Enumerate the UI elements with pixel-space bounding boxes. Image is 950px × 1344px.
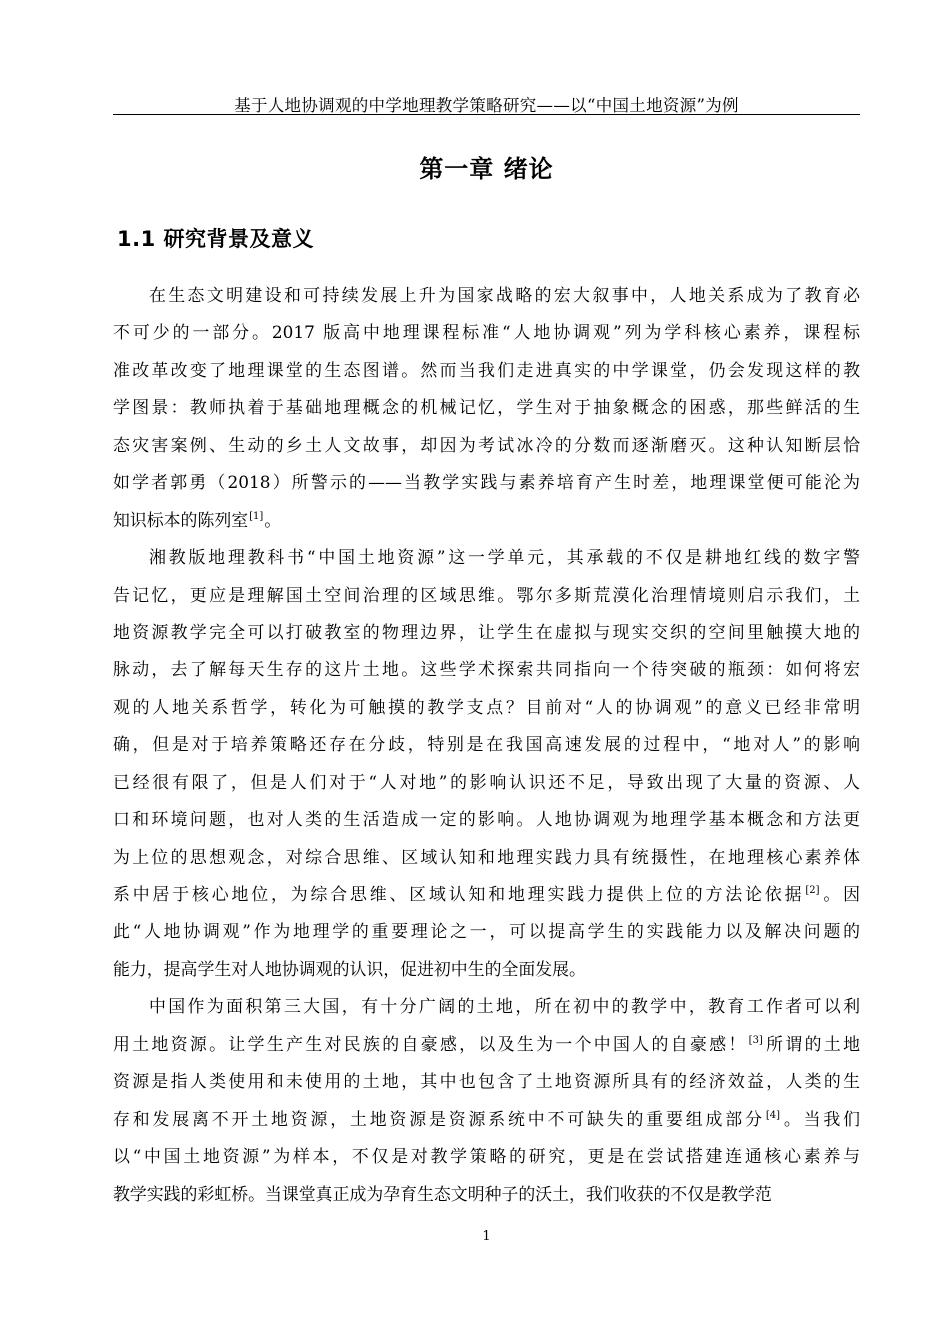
text-line [113, 1144, 860, 1181]
text-line [113, 994, 860, 1031]
text-line [113, 433, 860, 470]
line-text: 脉动，去了解每天生存的这片土地。这些学术探索共同指向一个待突破的瓶颈：如何将宏 [113, 659, 860, 680]
line-text: 学图景：教师执着于基础地理概念的机械记忆，学生对于抽象概念的困惑，那些鲜活的生 [113, 397, 860, 418]
line-text: 以“中国土地资源”为样本，不仅是对教学策略的研究，更是在尝试搭建连通核心素养与 [113, 1146, 860, 1167]
text-line [113, 807, 860, 844]
text-line [113, 845, 860, 882]
text-line [113, 545, 860, 582]
text-line [113, 732, 860, 769]
body-text [113, 283, 860, 1219]
line-text: 态灾害案例、生动的乡土人文故事，却因为考试冰冷的分数而逐渐磨灭。这种认知断层恰 [113, 434, 860, 455]
line-text: 告记忆，更应是理解国土空间治理的区域思维。鄂尔多斯荒漠化治理情境则启示我们，土 [113, 584, 860, 605]
line-text: 中国作为面积第三大国，有十分广阔的土地，所在初中的教学中，教育工作者可以利 [149, 996, 860, 1017]
text-line [113, 1182, 860, 1219]
line-text-after: 。当我们 [781, 1108, 861, 1129]
line-text: 已经很有限了，但是人们对于“人对地”的影响认识还不足，导致出现了大量的资源、人 [113, 771, 860, 792]
text-line [113, 283, 860, 320]
line-text: 知识标本的陈列室 [113, 509, 249, 530]
text-line [113, 957, 860, 994]
line-text: 湘教版地理教科书“中国土地资源”这一学单元，其承载的不仅是耕地红线的数字警 [149, 547, 860, 568]
line-text: 如学者郭勇（2018）所警示的——当教学实践与素养培育产生时差，地理课堂便可能沦为 [113, 472, 860, 493]
text-line [113, 657, 860, 694]
line-text: 观的人地关系哲学，转化为可触摸的教学支点？目前对“人的协调观”的意义已经非常明 [113, 696, 860, 717]
line-text: 不可少的一部分。2017 版高中地理课程标准“人地协调观”列为学科核心素养，课程标 [113, 322, 860, 343]
line-text: 口和环境问题，也对人类的生活造成一定的影响。人地协调观为地理学基本概念和方法更 [113, 809, 860, 830]
line-text: 此“人地协调观”作为地理学的重要理论之一，可以提高学生的实践能力以及解决问题的 [113, 921, 860, 942]
text-line [113, 583, 860, 620]
text-line [113, 695, 860, 732]
paragraph [113, 283, 860, 545]
line-text-after: 。 [264, 509, 282, 530]
line-text: 在生态文明建设和可持续发展上升为国家战略的宏大叙事中，人地关系成为了教育必 [149, 285, 860, 305]
text-line [113, 470, 860, 507]
line-text: 能力，提高学生对人地协调观的认识，促进初中生的全面发展。 [113, 958, 586, 979]
citation-ref: [2] [805, 885, 820, 896]
running-header: 基于人地协调观的中学地理教学策略研究——以“中国土地资源”为例 [234, 96, 739, 115]
line-text: 确，但是对于培养策略还存在分歧，特别是在我国高速发展的过程中，“地对人”的影响 [113, 734, 860, 755]
citation-ref: [4] [765, 1109, 780, 1121]
text-line [113, 919, 860, 956]
section-title: 1.1 研究背景及意义 [117, 227, 315, 251]
paragraph [113, 545, 860, 994]
text-line [113, 395, 860, 432]
header-rule [113, 114, 860, 115]
text-line [113, 1069, 860, 1106]
line-text: 教学实践的彩虹桥。当课堂真正成为孕育生态文明种子的沃土，我们收获的不仅是教学范 [113, 1183, 772, 1204]
citation-ref: [1] [249, 510, 264, 522]
text-line [113, 1032, 860, 1069]
line-text: 资源是指人类使用和未使用的土地，其中也包含了土地资源所具有的经济效益，人类的生 [113, 1071, 860, 1092]
text-line [113, 1107, 860, 1144]
text-line [113, 358, 860, 395]
page-number: 1 [482, 1229, 491, 1244]
line-text: 准改革改变了地理课堂的生态图谱。然而当我们走进真实的中学课堂，仍会发现这样的教 [113, 359, 860, 380]
line-text: 为上位的思想观念，对综合思维、区域认知和地理实践力具有统摄性，在地理核心素养体 [113, 846, 860, 867]
line-text: 系中居于核心地位，为综合思维、区域认知和地理实践力提供上位的方法论依据 [113, 884, 805, 904]
text-line [113, 770, 860, 807]
line-text-after: 所谓的土地 [763, 1033, 861, 1054]
text-line [113, 882, 860, 919]
paragraph [113, 994, 860, 1219]
text-line [113, 620, 860, 657]
text-line [113, 508, 860, 545]
line-text: 用土地资源。让学生产生对民族的自豪感，以及生为一个中国人的自豪感！ [113, 1033, 748, 1054]
line-text-after: 。因 [820, 884, 861, 904]
line-text: 存和发展离不开土地资源，土地资源是资源系统中不可缺失的重要组成部分 [113, 1108, 765, 1129]
chapter-title: 第一章 绪论 [419, 155, 554, 183]
text-line [113, 320, 860, 357]
citation-ref: [3] [748, 1034, 763, 1046]
line-text: 地资源教学完全可以打破教室的物理边界，让学生在虚拟与现实交织的空间里触摸大地的 [113, 621, 860, 642]
